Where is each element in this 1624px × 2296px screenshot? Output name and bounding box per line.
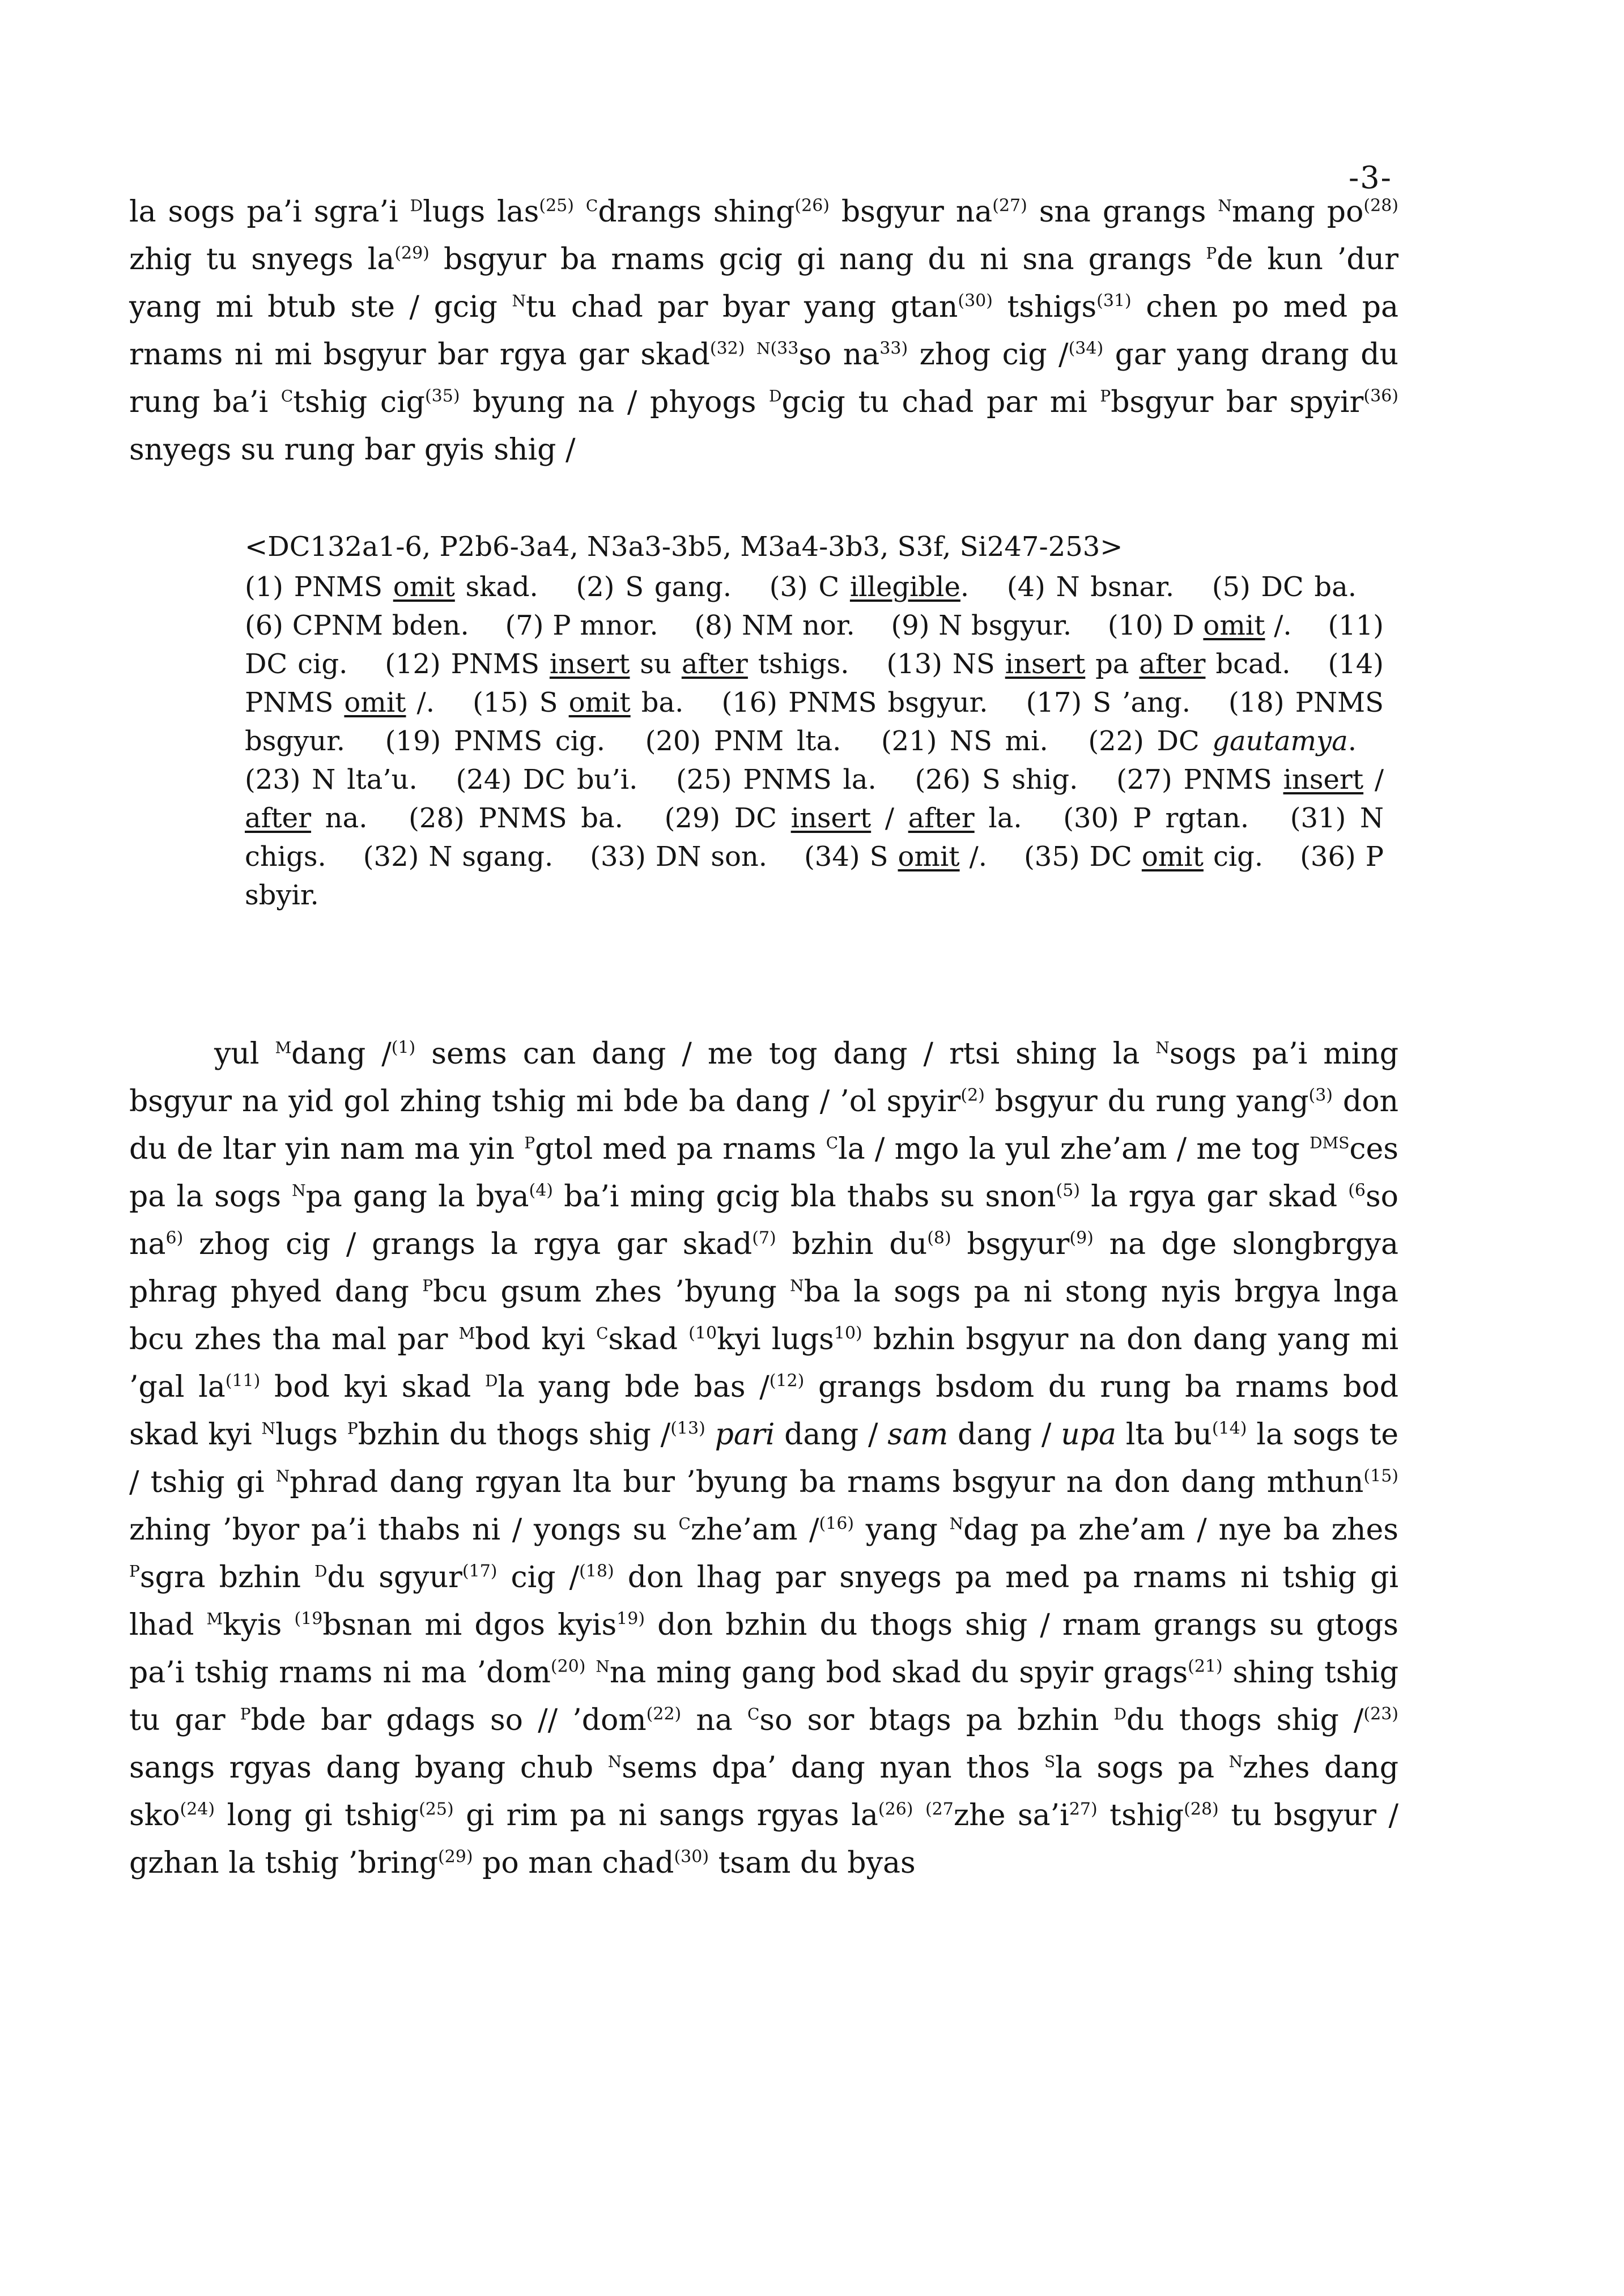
folio-siglum: N bbox=[949, 1514, 964, 1533]
text-run: zhes dang sko bbox=[129, 1751, 1398, 1832]
footnote-marker: (26) bbox=[878, 1799, 913, 1819]
underlined-term: omit bbox=[393, 571, 455, 603]
text-run: gtol med pa rnams bbox=[535, 1132, 826, 1166]
text-run: (4) N bsnar. bbox=[1006, 571, 1175, 603]
footnote-marker: (28) bbox=[1184, 1799, 1219, 1819]
text-run: su bbox=[630, 648, 682, 680]
text-run: so na bbox=[798, 338, 880, 372]
footnote-marker: (26) bbox=[794, 195, 830, 216]
text-run: bsgyur ba rnams gcig gi nang du ni sna grangs bbox=[429, 243, 1206, 277]
text-run: na bbox=[681, 1703, 747, 1737]
apparatus-entry bbox=[505, 610, 658, 641]
text-run: (9) N bsgyur. bbox=[891, 610, 1072, 641]
text-run: (22) DC bbox=[1088, 725, 1213, 757]
text-run: dag pa zhe’am / nye ba zhes bbox=[963, 1513, 1398, 1547]
text-run: (31) N chigs. bbox=[245, 802, 1384, 873]
folio-siglum: N bbox=[607, 1752, 622, 1771]
text-run: (11) DC cig. bbox=[245, 610, 1384, 680]
folio-siglum: P bbox=[1206, 244, 1217, 263]
text-run: la sogs pa bbox=[1055, 1751, 1229, 1785]
text-run: ba’i ming gcig bla thabs su snon bbox=[553, 1180, 1056, 1214]
underlined-term: omit bbox=[344, 687, 406, 718]
text-run: (17) S ’ang. bbox=[1026, 687, 1191, 718]
apparatus-entry bbox=[245, 764, 418, 796]
text-run: (10) D bbox=[1107, 610, 1204, 641]
text-run: bde bar gdags so // ’dom bbox=[250, 1703, 647, 1737]
text-run: /. bbox=[959, 841, 988, 873]
text-run: zhing ’byor pa’i thabs ni / yongs su bbox=[129, 1513, 679, 1547]
text-run: sangs rgyas dang byang chub bbox=[129, 1751, 608, 1785]
footnote-marker: (29) bbox=[394, 243, 430, 263]
text-run: tshig bbox=[1097, 1798, 1184, 1832]
text-run: (34) S bbox=[804, 841, 898, 873]
text-run: pa gang la bya bbox=[305, 1180, 529, 1214]
folio-siglum: M bbox=[458, 1324, 475, 1343]
footnote-marker: (2) bbox=[960, 1085, 985, 1106]
text-run: tu bsgyur / gzhan la tshig ’bring bbox=[129, 1798, 1398, 1880]
text-run: zhog cig / grangs la rgya gar skad bbox=[183, 1227, 753, 1261]
footnote-marker: (22) bbox=[646, 1704, 682, 1724]
text-run: cig. bbox=[1203, 841, 1264, 873]
text-run: (3) C bbox=[769, 571, 850, 603]
text-run: phrad dang rgyan lta bur ’byung ba rnams bsgyur na don dang mthun bbox=[290, 1465, 1364, 1499]
text-run: bzhin du thogs shig / bbox=[358, 1418, 671, 1452]
folio-siglum: D bbox=[314, 1562, 328, 1581]
text-run: bsgyur na bbox=[830, 195, 993, 229]
text-run: na dge slongbrgya phrag phyed dang bbox=[129, 1227, 1399, 1309]
text-run: sems can dang / me tog dang / rtsi shing la bbox=[415, 1037, 1156, 1071]
footnote-marker: (27 bbox=[925, 1799, 954, 1819]
apparatus-entry bbox=[245, 571, 538, 603]
text-run: (24) DC bu’i. bbox=[456, 764, 638, 796]
footnote-marker: (14) bbox=[1211, 1418, 1247, 1439]
critical-apparatus bbox=[245, 568, 1384, 915]
text-run: tsam du byas bbox=[709, 1846, 916, 1880]
apparatus-entry bbox=[590, 841, 767, 873]
footnote-marker: (25) bbox=[539, 195, 574, 216]
text-run: ces pa la sogs bbox=[129, 1132, 1398, 1214]
text-run: du sgyur bbox=[327, 1561, 462, 1595]
footnote-marker: (32) bbox=[709, 338, 745, 359]
apparatus-entry bbox=[804, 841, 987, 873]
apparatus-entry bbox=[456, 764, 638, 796]
text-run: (29) DC bbox=[664, 802, 791, 834]
text-run: na. bbox=[311, 802, 368, 834]
underlined-term: after bbox=[681, 648, 748, 680]
text-run: (28) PNMS ba. bbox=[409, 802, 623, 834]
apparatus-entry bbox=[576, 571, 732, 603]
footnote-marker: 10) bbox=[834, 1323, 862, 1343]
apparatus-entry bbox=[1024, 841, 1263, 873]
footnote-marker: (7) bbox=[752, 1228, 776, 1248]
footnote-marker: (5) bbox=[1056, 1180, 1080, 1201]
footnote-marker: (18) bbox=[579, 1561, 614, 1581]
text-run: la / mgo la yul zhe’am / me tog bbox=[838, 1132, 1310, 1166]
folio-siglum: C bbox=[596, 1324, 609, 1343]
text-run bbox=[705, 1418, 715, 1452]
text-run: so sor btags pa bzhin bbox=[759, 1703, 1114, 1737]
footnote-marker: (11) bbox=[225, 1371, 261, 1391]
text-run: bsgyur bbox=[951, 1227, 1070, 1261]
text-run: bsgyur du rung yang bbox=[984, 1085, 1309, 1119]
folio-siglum: N bbox=[261, 1419, 276, 1438]
text-run: don du de ltar yin nam ma yin bbox=[129, 1085, 1398, 1166]
footnote-marker: (12) bbox=[769, 1371, 805, 1391]
body-paragraph-1 bbox=[129, 188, 1398, 474]
underlined-term: omit bbox=[1203, 610, 1265, 641]
footnote-marker: (30) bbox=[958, 291, 993, 311]
folio-siglum: C bbox=[280, 386, 294, 406]
text-run: (7) P mnor. bbox=[505, 610, 658, 641]
text-run: cig / bbox=[497, 1561, 580, 1595]
apparatus-entry bbox=[1007, 571, 1174, 603]
text-run: zhog cig / bbox=[908, 338, 1069, 372]
italic-term: gautamya bbox=[1212, 725, 1348, 757]
folio-siglum: P bbox=[347, 1419, 358, 1438]
text-run: (26) S shig. bbox=[915, 764, 1078, 796]
text-run: (30) P rgtan. bbox=[1063, 802, 1249, 834]
text-run: tshigs bbox=[992, 290, 1097, 324]
text-run: la sogs pa’i sgra’i bbox=[129, 195, 410, 229]
italic-term: pari bbox=[715, 1418, 775, 1452]
footnote-marker: (19 bbox=[294, 1609, 323, 1629]
folio-siglum: N bbox=[756, 339, 771, 358]
text-run: la sogs te / tshig gi bbox=[129, 1418, 1399, 1499]
text-run: zhe sa’i bbox=[953, 1798, 1069, 1832]
apparatus-entry bbox=[1108, 610, 1292, 641]
text-run: bsgyur bar spyir bbox=[1111, 385, 1364, 419]
folio-siglum: P bbox=[1100, 386, 1111, 406]
underlined-term: after bbox=[245, 802, 312, 834]
underlined-term: omit bbox=[1141, 841, 1204, 873]
folio-siglum: C bbox=[678, 1514, 691, 1533]
folio-siglum: M bbox=[206, 1609, 223, 1629]
text-run: so na bbox=[129, 1180, 1398, 1261]
apparatus-entry bbox=[886, 648, 1290, 680]
footnote-marker: (31) bbox=[1096, 291, 1132, 311]
text-run: bcad. bbox=[1205, 648, 1291, 680]
text-run: skad bbox=[608, 1323, 689, 1357]
footnote-marker: (24) bbox=[180, 1799, 215, 1819]
italic-term: upa bbox=[1061, 1418, 1116, 1452]
footnote-marker: (35) bbox=[424, 386, 460, 406]
text-run: la yang bde bas / bbox=[498, 1370, 770, 1404]
footnote-marker: (30) bbox=[674, 1847, 709, 1867]
underlined-term: illegible bbox=[849, 571, 960, 603]
text-run bbox=[913, 1798, 925, 1832]
folio-siglum: N bbox=[790, 1276, 804, 1295]
text-run: / bbox=[871, 802, 908, 834]
text-run: (2) S gang. bbox=[576, 571, 732, 603]
text-run: (35) DC bbox=[1024, 841, 1142, 873]
footnote-marker: (36) bbox=[1363, 386, 1399, 406]
footnote-marker: (16) bbox=[819, 1513, 854, 1534]
body-paragraph-2 bbox=[129, 1030, 1398, 1887]
underlined-term: insert bbox=[549, 648, 630, 680]
footnote-marker: (29) bbox=[437, 1847, 473, 1867]
folio-siglum: N bbox=[1218, 196, 1232, 215]
folio-siglum: P bbox=[524, 1133, 535, 1153]
text-run: (36) P sbyir. bbox=[245, 841, 1384, 911]
text-run: (32) N sgang. bbox=[363, 841, 554, 873]
text-run: dang / bbox=[948, 1418, 1061, 1452]
text-run: mang po bbox=[1231, 195, 1364, 229]
text-run: na ming gang bod skad du spyir grags bbox=[609, 1656, 1188, 1690]
footnote-marker: (28) bbox=[1363, 195, 1398, 216]
apparatus-entry bbox=[1088, 725, 1357, 757]
footnote-marker: (25) bbox=[419, 1799, 454, 1819]
text-run: dang / bbox=[775, 1418, 888, 1452]
folio-siglum: S bbox=[1044, 1752, 1056, 1771]
text-run: (21) NS mi. bbox=[881, 725, 1048, 757]
text-run: du thogs shig / bbox=[1126, 1703, 1364, 1737]
underlined-term: after bbox=[908, 802, 975, 834]
text-run: bsnan mi dgos kyis bbox=[322, 1608, 617, 1642]
italic-term: sam bbox=[887, 1418, 949, 1452]
text-run: de kun ’dur yang mi btub ste / gcig bbox=[129, 243, 1398, 324]
footnote-marker: (34) bbox=[1068, 338, 1104, 359]
folio-siglum: N bbox=[512, 291, 526, 311]
text-run: /. bbox=[406, 687, 435, 718]
apparatus-entry bbox=[665, 802, 1022, 834]
underlined-term: insert bbox=[1005, 648, 1086, 680]
folio-siglum: D bbox=[484, 1371, 498, 1391]
text-run: skad. bbox=[454, 571, 538, 603]
text-run: ba. bbox=[630, 687, 684, 718]
text-run: /. bbox=[1265, 610, 1292, 641]
folio-siglum: P bbox=[129, 1562, 140, 1581]
text-run: snyegs su rung bar gyis shig / bbox=[129, 433, 576, 467]
text-run: gar yang drang du rung ba’i bbox=[129, 338, 1398, 419]
text-run: lugs bbox=[275, 1418, 347, 1452]
text-run: bcu gsum zhes ’byung bbox=[433, 1275, 790, 1309]
folio-siglum: D bbox=[410, 196, 423, 215]
text-run: chen po med pa rnams ni mi bsgyur bar rgya gar skad bbox=[129, 290, 1399, 372]
underlined-term: insert bbox=[1283, 764, 1364, 796]
text-run: bzhin du bbox=[776, 1227, 928, 1261]
apparatus-entry bbox=[1063, 802, 1249, 834]
text-run: (25) PNMS la. bbox=[676, 764, 877, 796]
text-run: pa bbox=[1085, 648, 1140, 680]
footnote-marker: (20) bbox=[550, 1656, 586, 1677]
text-run: don lhag par snyegs pa med pa rnams ni tshig gi lhad bbox=[129, 1561, 1398, 1642]
apparatus-entry bbox=[363, 841, 553, 873]
footnote-marker: (27) bbox=[992, 195, 1027, 216]
text-run bbox=[745, 338, 756, 372]
footnote-marker: (9) bbox=[1069, 1228, 1094, 1248]
folio-siglum: P bbox=[422, 1276, 433, 1295]
underlined-term: insert bbox=[790, 802, 871, 834]
footnote-marker: (3) bbox=[1308, 1085, 1333, 1106]
text-run: lugs las bbox=[423, 195, 539, 229]
text-run bbox=[574, 195, 586, 229]
text-run: bzhin bsgyur na don dang yang mi ’gal la bbox=[129, 1323, 1399, 1404]
text-run: gi rim pa ni sangs rgyas la bbox=[453, 1798, 878, 1832]
text-run: . bbox=[1347, 725, 1357, 757]
source-reference: <DC132a1-6, P2b6-3a4, N3a3-3b5, M3a4-3b3, S3f, Si247-253> bbox=[245, 531, 1123, 563]
footnote-marker: (21) bbox=[1188, 1656, 1223, 1677]
text-run: tu chad par byar yang gtan bbox=[525, 290, 958, 324]
text-run: (18) PNMS bsgyur. bbox=[245, 687, 1384, 757]
text-run: long gi tshig bbox=[215, 1798, 419, 1832]
text-run: sogs pa’i ming bsgyur na yid gol zhing tshig mi bde ba dang / ’ol spyir bbox=[129, 1037, 1398, 1119]
footnote-marker: (10 bbox=[688, 1323, 717, 1343]
text-run: (5) DC ba. bbox=[1211, 571, 1357, 603]
text-run: zhe’am / bbox=[690, 1513, 819, 1547]
text-run: sems dpa’ dang nyan thos bbox=[622, 1751, 1045, 1785]
text-run: byung na / phyogs bbox=[460, 385, 770, 419]
text-run: grangs bsdom du rung ba rnams bod skad kyi bbox=[129, 1370, 1398, 1452]
text-run: yul bbox=[214, 1037, 275, 1071]
folio-siglum: N bbox=[1155, 1038, 1170, 1057]
apparatus-entry bbox=[409, 802, 623, 834]
text-run: gcig tu chad par mi bbox=[781, 385, 1100, 419]
text-run: . bbox=[960, 571, 970, 603]
page-number: -3- bbox=[1349, 160, 1392, 195]
text-run: bod kyi bbox=[475, 1323, 597, 1357]
text-run: (19) PNMS cig. bbox=[385, 725, 605, 757]
text-run bbox=[585, 1656, 596, 1690]
text-run: (6) CPNM bden. bbox=[245, 610, 469, 641]
apparatus-entry bbox=[891, 610, 1072, 641]
apparatus-entry bbox=[385, 648, 849, 680]
folio-siglum: D bbox=[769, 386, 782, 406]
text-run: tshig cig bbox=[293, 385, 425, 419]
footnote-marker: (17) bbox=[462, 1561, 498, 1581]
text-run: (14) PNMS bbox=[245, 648, 1384, 718]
apparatus-entry bbox=[770, 571, 969, 603]
footnote-marker: (1) bbox=[391, 1038, 416, 1058]
folio-siglum: N bbox=[275, 1466, 290, 1486]
text-run: (27) PNMS bbox=[1116, 764, 1283, 796]
text-run: (33) DN son. bbox=[590, 841, 768, 873]
text-run: (16) PNMS bsgyur. bbox=[721, 687, 988, 718]
text-run: (8) NM nor. bbox=[694, 610, 855, 641]
footnote-marker: 19) bbox=[617, 1609, 645, 1629]
underlined-term: omit bbox=[568, 687, 631, 718]
apparatus-entry bbox=[694, 610, 854, 641]
folio-siglum: N bbox=[1228, 1752, 1243, 1771]
apparatus-entry bbox=[881, 725, 1048, 757]
folio-siglum: M bbox=[275, 1038, 292, 1057]
footnote-marker: 6) bbox=[165, 1228, 184, 1248]
folio-siglum: N bbox=[292, 1181, 306, 1200]
footnote-marker: 27) bbox=[1069, 1799, 1098, 1819]
text-run: lta bu bbox=[1116, 1418, 1212, 1452]
folio-siglum: P bbox=[240, 1704, 251, 1724]
text-run: la rgya gar skad bbox=[1080, 1180, 1349, 1214]
folio-siglum: DMS bbox=[1310, 1133, 1350, 1153]
folio-siglum: C bbox=[747, 1704, 760, 1724]
text-run: bod kyi skad bbox=[260, 1370, 485, 1404]
text-run: (12) PNMS bbox=[385, 648, 550, 680]
footnote-marker: (4) bbox=[529, 1180, 554, 1201]
underlined-term: omit bbox=[898, 841, 960, 873]
apparatus-entry bbox=[1212, 571, 1357, 603]
text-run: yang bbox=[854, 1513, 950, 1547]
text-run: tshigs. bbox=[747, 648, 849, 680]
apparatus-entry bbox=[245, 610, 469, 641]
text-run: dang / bbox=[291, 1037, 392, 1071]
text-run: (1) PNMS bbox=[245, 571, 393, 603]
text-run: (13) NS bbox=[886, 648, 1005, 680]
folio-siglum: D bbox=[1113, 1704, 1127, 1724]
apparatus-entry bbox=[385, 725, 605, 757]
footnote-marker: (23) bbox=[1363, 1704, 1398, 1724]
text-run: don bzhin du thogs shig / rnam grangs su gtogs pa’i tshig rnams ni ma ’dom bbox=[129, 1608, 1398, 1690]
folio-siglum: C bbox=[826, 1133, 839, 1153]
text-run: shing tshig tu gar bbox=[129, 1656, 1399, 1737]
apparatus-entry bbox=[473, 687, 683, 718]
text-run: ba la sogs pa ni stong nyis brgya lnga bcu zhes tha mal par bbox=[129, 1275, 1398, 1357]
text-run: sna grangs bbox=[1027, 195, 1218, 229]
text-run: zhig tu snyegs la bbox=[129, 243, 395, 277]
apparatus-entry bbox=[676, 764, 877, 796]
footnote-marker: (6 bbox=[1348, 1180, 1366, 1201]
apparatus-entry bbox=[645, 725, 841, 757]
text-run: po man chad bbox=[473, 1846, 674, 1880]
folio-siglum: N bbox=[596, 1657, 610, 1676]
apparatus-entry bbox=[915, 764, 1078, 796]
footnote-marker: 33) bbox=[879, 338, 908, 359]
text-run: sgra bzhin bbox=[139, 1561, 314, 1595]
text-run: / bbox=[1363, 764, 1384, 796]
text-run: la. bbox=[974, 802, 1022, 834]
footnote-marker: (8) bbox=[927, 1228, 951, 1248]
footnote-marker: (33 bbox=[770, 338, 799, 359]
text-run: (23) N lta’u. bbox=[245, 764, 418, 796]
text-run: (15) S bbox=[473, 687, 569, 718]
apparatus-entry bbox=[1026, 687, 1191, 718]
footnote-marker: (13) bbox=[670, 1418, 705, 1439]
footnote-marker: (15) bbox=[1363, 1466, 1398, 1486]
text-run: drangs shing bbox=[598, 195, 795, 229]
apparatus-entry bbox=[721, 687, 988, 718]
underlined-term: after bbox=[1139, 648, 1206, 680]
text-run: kyis bbox=[223, 1608, 295, 1642]
folio-siglum: C bbox=[585, 196, 598, 215]
text-run: (20) PNM lta. bbox=[645, 725, 841, 757]
text-run: kyi lugs bbox=[717, 1323, 834, 1357]
